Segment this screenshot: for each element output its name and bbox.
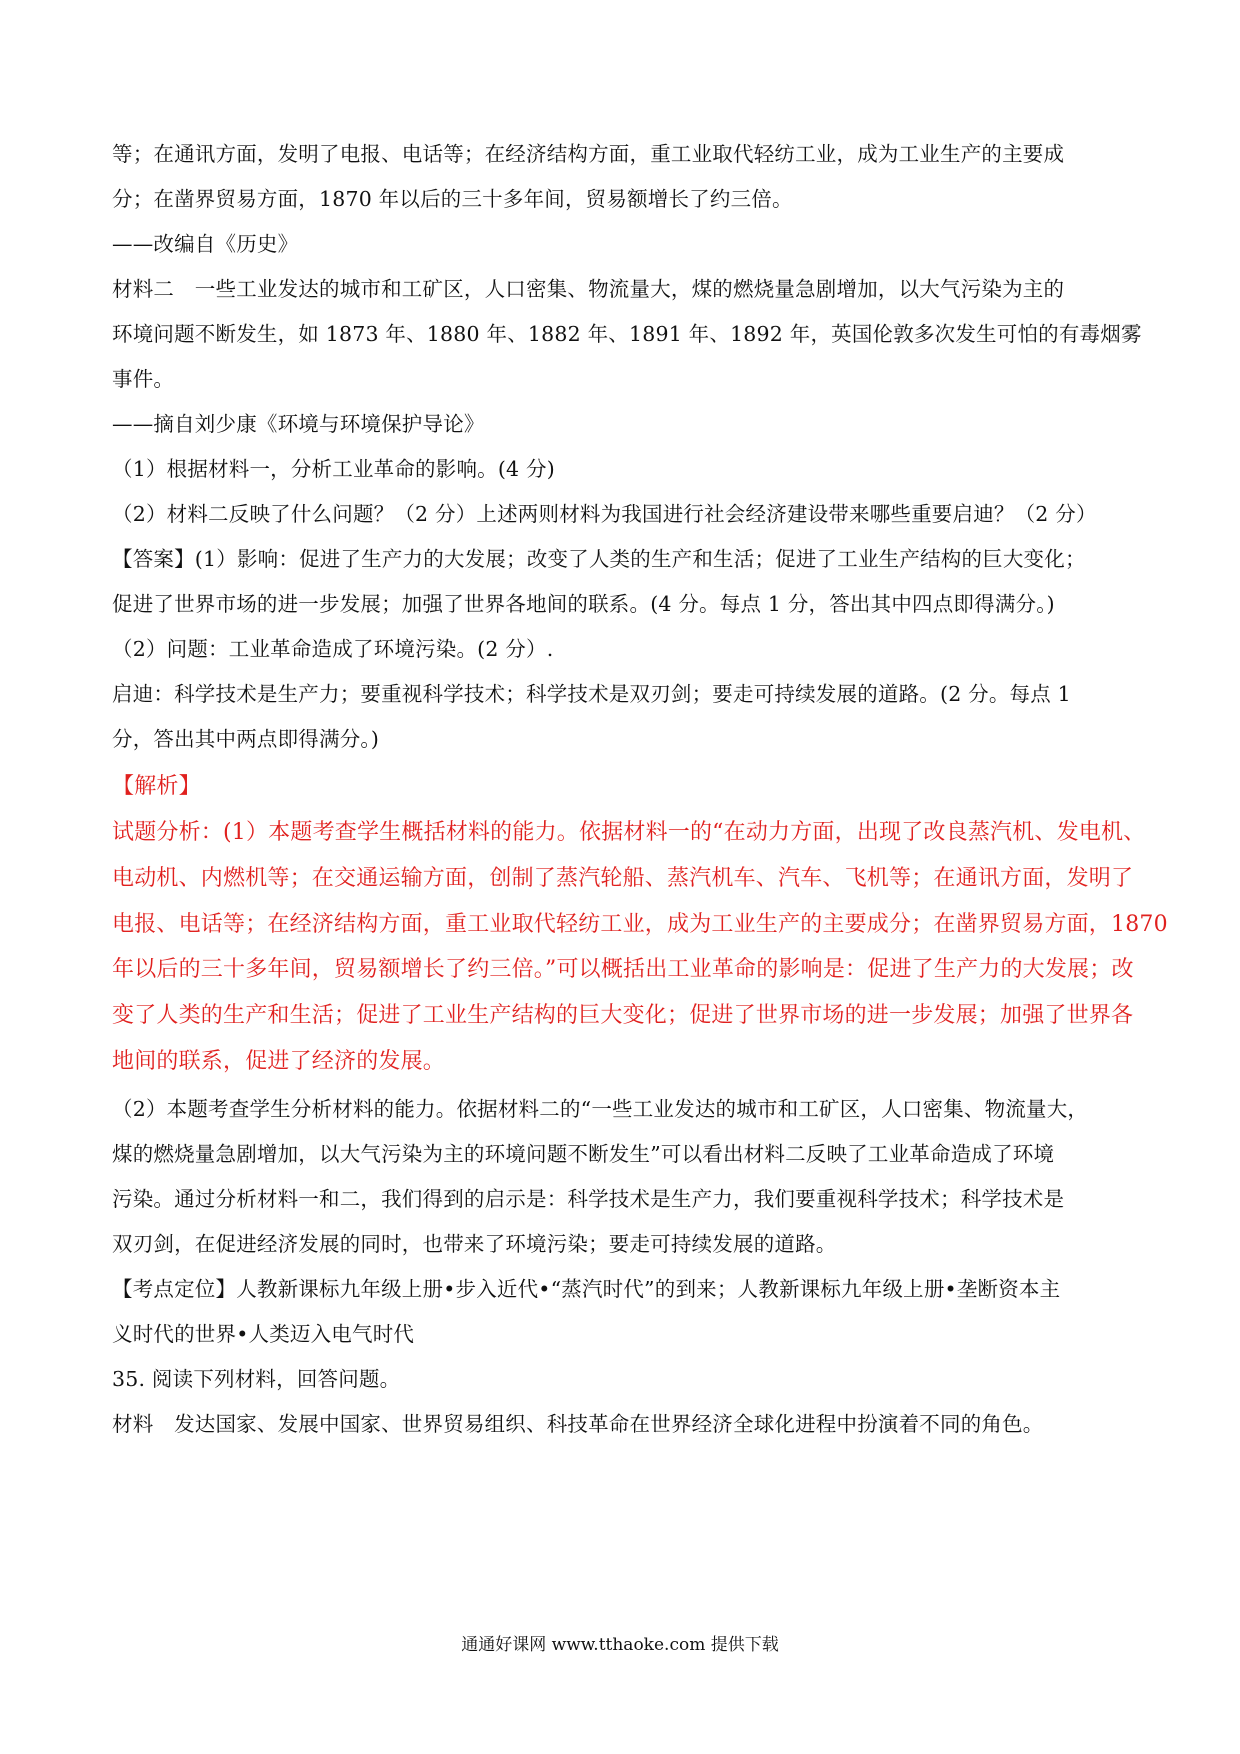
analysis-heading: 【解析】 xyxy=(112,774,201,799)
text-line: 事件。 xyxy=(112,367,175,391)
analysis-line: 电报、电话等；在经济结构方面，重工业取代轻纺工业，成为工业生产的主要成分；在凿界贸易方面，1870 xyxy=(112,912,1168,937)
source-line: ——摘自刘少康《环境与环境保护导论》 xyxy=(112,412,485,436)
kaodian-line: 【考点定位】人教新课标九年级上册•步入近代•“蒸汽时代”的到来；人教新课标九年级上册•垄断资本主 xyxy=(112,1277,1061,1301)
material-line: 材料 发达国家、发展中国家、世界贸易组织、科技革命在世界经济全球化进程中扮演着不同的角色。 xyxy=(112,1412,1044,1436)
text-line: 污染。通过分析材料一和二，我们得到的启示是：科学技术是生产力，我们要重视科学技术；科学技术是 xyxy=(112,1187,1065,1211)
answer-line: 分，答出其中两点即得满分。) xyxy=(112,727,380,751)
analysis-line: 年以后的三十多年间，贸易额增长了约三倍。”可以概括出工业革命的影响是：促进了生产力的大发展；改 xyxy=(112,957,1134,982)
text-line: 材料二 一些工业发达的城市和工矿区，人口密集、物流量大，煤的燃烧量急剧增加，以大气污染为主的 xyxy=(112,277,1065,301)
kaodian-line: 义时代的世界•人类迈入电气时代 xyxy=(112,1322,415,1346)
analysis-line: 试题分析：(1）本题考查学生概括材料的能力。依据材料一的“在动力方面，出现了改良蒸汽机、发电机、 xyxy=(112,820,1146,845)
text-line: 煤的燃烧量急剧增加，以大气污染为主的环境问题不断发生”可以看出材料二反映了工业革命造成了环境 xyxy=(112,1142,1055,1166)
text-line: （2）本题考查学生分析材料的能力。依据材料二的“一些工业发达的城市和工矿区，人口密集、物流量大， xyxy=(112,1097,1089,1121)
answer-line: 【答案】(1）影响：促进了生产力的大发展；改变了人类的生产和生活；促进了工业生产结构的巨大变化； xyxy=(112,547,1086,571)
page-footer: 通通好课网 www.tthaoke.com 提供下载 xyxy=(461,1635,779,1655)
text-line: 双刃剑，在促进经济发展的同时，也带来了环境污染；要走可持续发展的道路。 xyxy=(112,1232,837,1256)
question-35: 35. 阅读下列材料，回答问题。 xyxy=(112,1367,401,1391)
answer-line: （2）问题：工业革命造成了环境污染。(2 分）. xyxy=(112,637,554,661)
text-line: 环境问题不断发生，如 1873 年、1880 年、1882 年、1891 年、1892 年，英国伦敦多次发生可怕的有毒烟雾 xyxy=(112,322,1142,346)
text-line: 分；在凿界贸易方面，1870 年以后的三十多年间，贸易额增长了约三倍。 xyxy=(112,187,793,211)
text-line: ——改编自《历史》 xyxy=(112,232,299,256)
answer-line: 促进了世界市场的进一步发展；加强了世界各地间的联系。(4 分。每点 1 分，答出其中四点即得满分。) xyxy=(112,592,1055,616)
answer-line: 启迪：科学技术是生产力；要重视科学技术；科学技术是双刃剑；要走可持续发展的道路。(2 分。每点 1 xyxy=(112,682,1071,706)
analysis-line: 地间的联系，促进了经济的发展。 xyxy=(112,1049,446,1074)
question-2: （2）材料二反映了什么问题？（2 分）上述两则材料为我国进行社会经济建设带来哪些重要启迪？（2 分） xyxy=(112,502,1097,526)
analysis-line: 电动机、内燃机等；在交通运输方面，创制了蒸汽轮船、蒸汽机车、汽车、飞机等；在通讯方面，发明了 xyxy=(112,866,1134,891)
analysis-line: 变了人类的生产和生活；促进了工业生产结构的巨大变化；促进了世界市场的进一步发展；加强了世界各 xyxy=(112,1003,1134,1028)
text-line: 等；在通讯方面，发明了电报、电话等；在经济结构方面，重工业取代轻纺工业，成为工业生产的主要成 xyxy=(112,142,1065,166)
question-1: （1）根据材料一，分析工业革命的影响。(4 分) xyxy=(112,457,555,481)
